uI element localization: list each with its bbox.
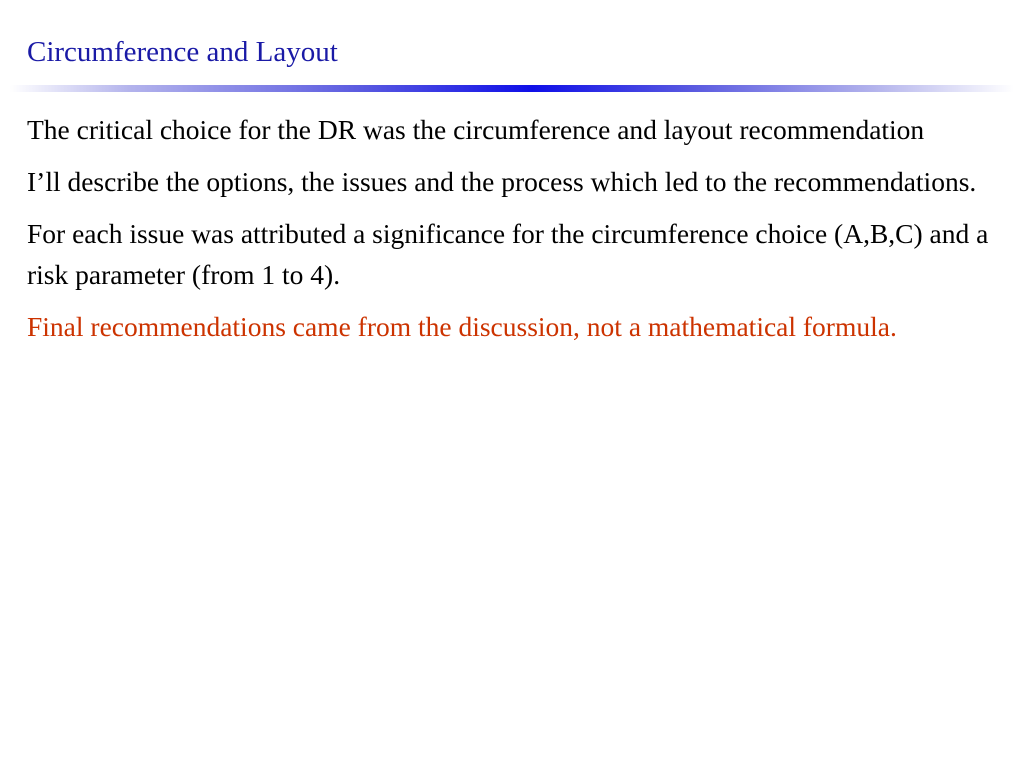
- slide-title: Circumference and Layout: [27, 36, 338, 68]
- paragraph-describe-options: I’ll describe the options, the issues and the process which led to the recommendations.: [27, 166, 977, 197]
- title-divider: [10, 85, 1014, 92]
- paragraph-critical-choice: The critical choice for the DR was the circumference and layout recommendation: [27, 114, 925, 145]
- paragraph-significance: For each issue was attributed a significance for the circumference choice (A,B,C) and a risk parameter (from 1 to 4).: [27, 218, 989, 290]
- slide-body: [27, 109, 1002, 358]
- paragraph-final-recommendations: Final recommendations came from the discussion, not a mathematical formula.: [27, 311, 897, 342]
